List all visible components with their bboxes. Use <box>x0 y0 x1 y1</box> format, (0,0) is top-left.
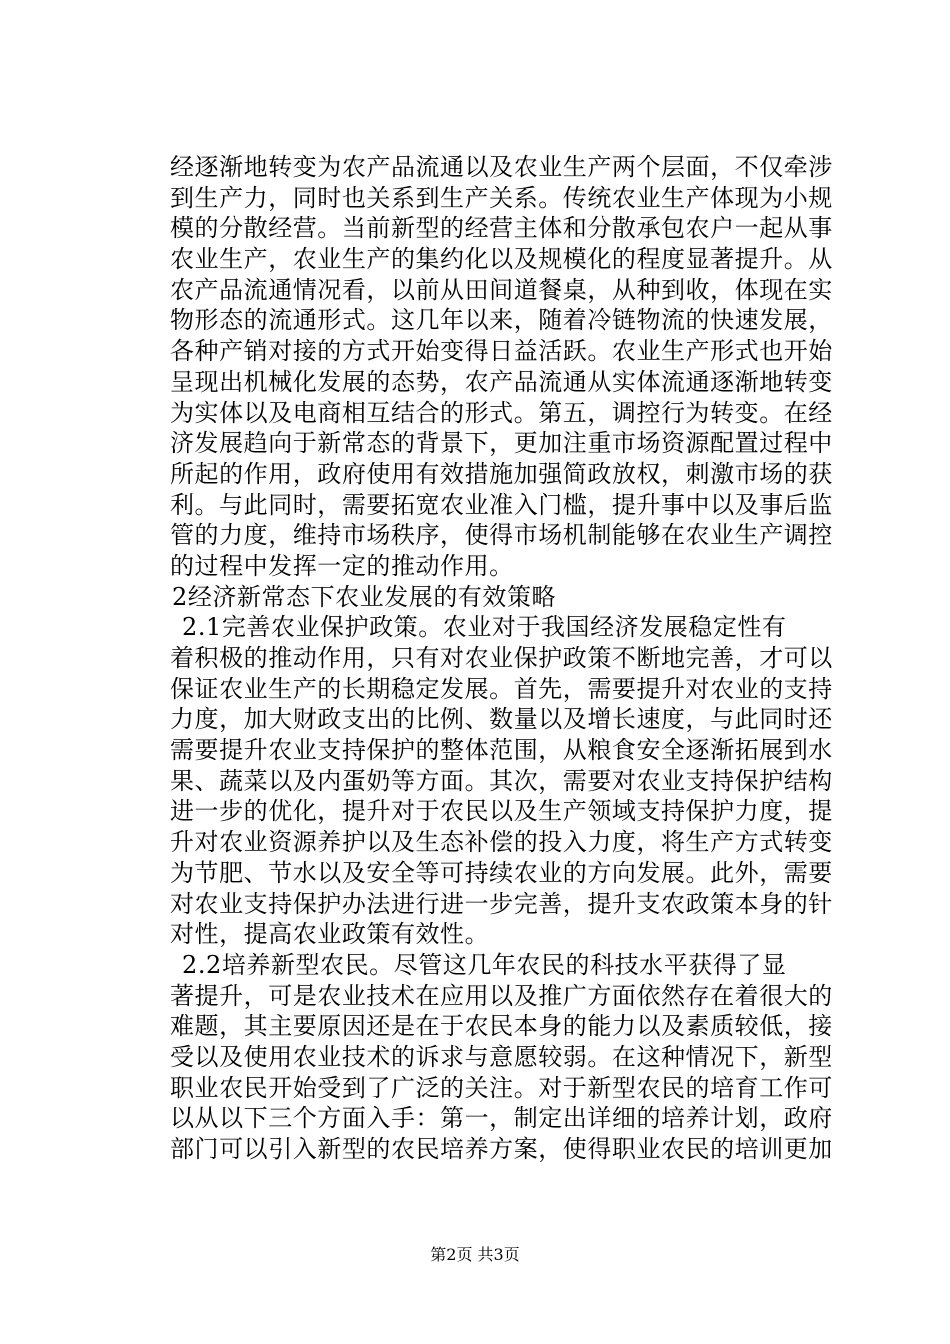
text-line: 管的力度，维持市场秩序，使得市场机制能够在农业生产调控 <box>170 521 833 550</box>
document-body <box>170 152 833 1165</box>
text-line: 的过程中发挥一定的推动作用。 <box>170 551 514 580</box>
text-line: 对农业支持保护办法进行进一步完善，提升支农政策本身的针 <box>170 889 833 918</box>
text-line: 进一步的优化，提升对于农民以及生产领域支持保护力度，提 <box>170 797 833 826</box>
text-line: 著提升，可是农业技术在应用以及推广方面依然存在着很大的 <box>170 981 833 1010</box>
text-line: 模的分散经营。当前新型的经营主体和分散承包农户一起从事 <box>170 214 833 243</box>
text-line: 利。与此同时，需要拓宽农业准入门槛，提升事中以及事后监 <box>170 490 833 519</box>
text-line: 各种产销对接的方式开始变得日益活跃。农业生产形式也开始 <box>170 337 833 366</box>
text-line: 农业生产，农业生产的集约化以及规模化的程度显著提升。从 <box>170 245 833 274</box>
text-line: 难题，其主要原因还是在于农民本身的能力以及素质较低，接 <box>170 1012 833 1041</box>
text-line: 所起的作用，政府使用有效措施加强简政放权，刺激市场的获 <box>170 459 833 488</box>
subsection-start-line: 2.2培养新型农民。尽管这几年农民的科技水平获得了显 <box>182 950 787 979</box>
subsection-start-line: 2.1完善农业保护政策。农业对于我国经济发展稳定性有 <box>182 613 787 642</box>
text-line: 呈现出机械化发展的态势，农产品流通从实体流通逐渐地转变 <box>170 367 833 396</box>
text-line: 力度，加大财政支出的比例、数量以及增长速度，与此同时还 <box>170 705 833 734</box>
text-line: 济发展趋向于新常态的背景下，更加注重市场资源配置过程中 <box>170 429 833 458</box>
text-line: 农产品流通情况看，以前从田间道餐桌，从种到收，体现在实 <box>170 275 833 304</box>
text-line: 着积极的推动作用，只有对农业保护政策不断地完善，才可以 <box>170 644 833 672</box>
text-line: 为实体以及电商相互结合的形式。第五，调控行为转变。在经 <box>170 398 833 427</box>
text-line: 部门可以引入新型的农民培养方案，使得职业农民的培训更加 <box>170 1135 833 1163</box>
text-line: 为节肥、节水以及安全等可持续农业的方向发展。此外，需要 <box>170 858 833 887</box>
page-footer: 第2页 共3页 <box>430 1245 520 1264</box>
text-line: 经逐渐地转变为农产品流通以及农业生产两个层面，不仅牵涉 <box>170 153 833 181</box>
text-line: 果、蔬菜以及内蛋奶等方面。其次，需要对农业支持保护结构 <box>170 766 833 795</box>
section-heading: 2经济新常态下农业发展的有效策略 <box>172 582 557 611</box>
text-line: 升对农业资源养护以及生态补偿的投入力度，将生产方式转变 <box>170 828 833 857</box>
text-line: 以从以下三个方面入手：第一，制定出详细的培养计划，政府 <box>170 1104 833 1133</box>
text-line: 到生产力，同时也关系到生产关系。传统农业生产体现为小规 <box>170 183 833 212</box>
text-line: 保证农业生产的长期稳定发展。首先，需要提升对农业的支持 <box>170 674 833 703</box>
text-line: 对性，提高农业政策有效性。 <box>170 920 490 949</box>
text-line: 职业农民开始受到了广泛的关注。对于新型农民的培育工作可 <box>170 1073 833 1102</box>
text-line: 需要提升农业支持保护的整体范围，从粮食安全逐渐拓展到水 <box>170 736 833 765</box>
text-line: 物形态的流通形式。这几年以来，随着冷链物流的快速发展， <box>170 306 833 335</box>
text-line: 受以及使用农业技术的诉求与意愿较弱。在这种情况下，新型 <box>170 1042 833 1071</box>
